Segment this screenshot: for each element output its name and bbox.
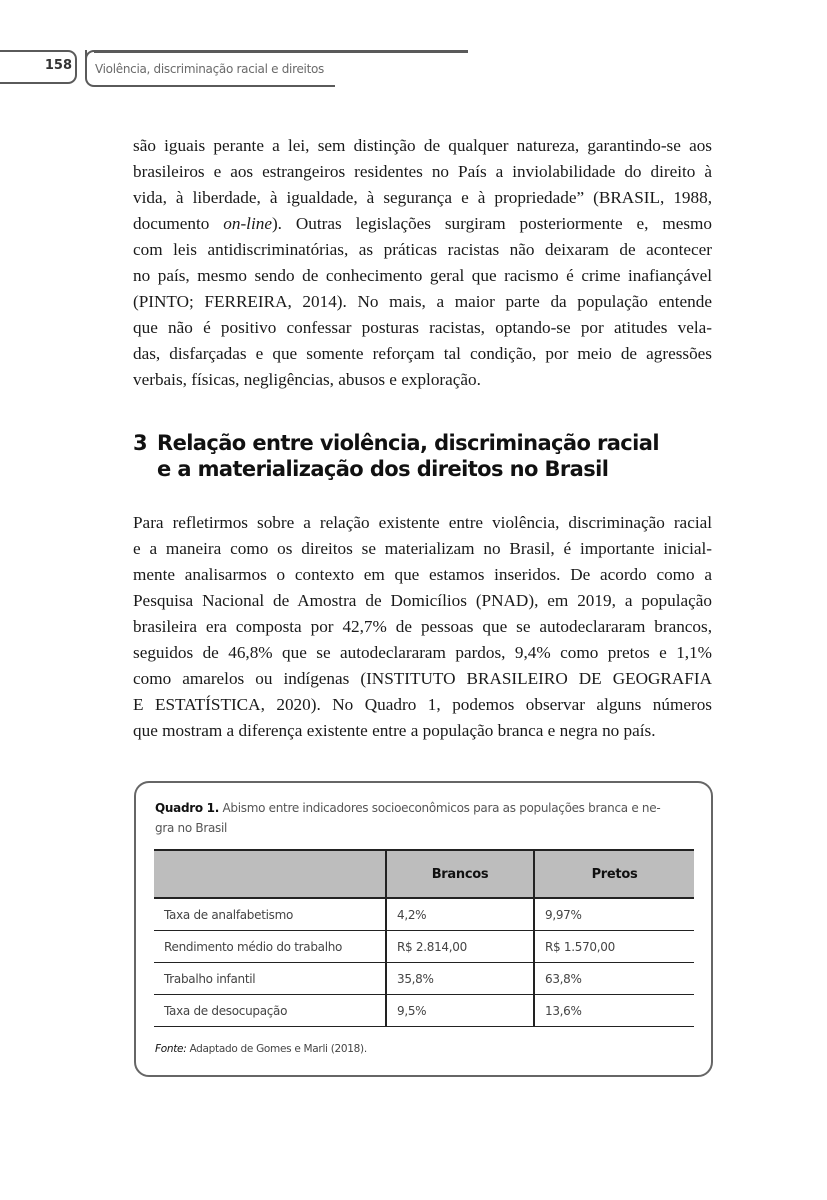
table-row (154, 931, 694, 963)
text-line: Para refletirmos sobre a relação existente entre violência, discriminação racial (133, 513, 712, 532)
text-line: brasileiros e aos estrangeiros residentes no País a inviolabilidade do direito à (133, 162, 712, 181)
text-line: com leis antidiscriminatórias, as práticas racistas não deixaram de acontecer (133, 240, 712, 259)
column-header-pretos: Pretos (534, 850, 694, 898)
table-header-row (154, 850, 694, 898)
page-number: 158 (44, 58, 72, 73)
indicator-cell: Rendimento médio do trabalho (154, 931, 386, 963)
text-line: e a maneira como os direitos se materializam no Brasil, é importante inicial- (133, 539, 712, 558)
section-title-line-1: Relação entre violência, discriminação racial (157, 431, 659, 455)
quadro-caption (155, 798, 697, 838)
pretos-cell: 9,97% (534, 898, 694, 931)
text-line: verbais, físicas, negligências, abusos e exploração. (133, 370, 481, 389)
text-line: que não é positivo confessar posturas racistas, optando-se por atitudes vela- (133, 318, 712, 337)
italic-term: on-line (223, 214, 272, 233)
text-line: são iguais perante a lei, sem distinção de qualquer natureza, garantindo-se aos (133, 136, 712, 155)
text-line: vida, à liberdade, à igualdade, à segurança e à propriedade” (BRASIL, 1988, (133, 188, 712, 207)
source-text: Adaptado de Gomes e Marli (2018). (186, 1043, 367, 1055)
pretos-cell: 13,6% (534, 995, 694, 1027)
text-fragment: documento (133, 214, 224, 233)
quadro-box (134, 781, 713, 1077)
section-heading (133, 430, 723, 482)
pretos-cell: 63,8% (534, 963, 694, 995)
text-line: (PINTO; FERREIRA, 2014). No mais, a maior parte da população entende (133, 292, 712, 311)
indicator-cell: Taxa de analfabetismo (154, 898, 386, 931)
brancos-cell: 9,5% (386, 995, 534, 1027)
table-row (154, 898, 694, 931)
indicator-cell: Taxa de desocupação (154, 995, 386, 1027)
pretos-cell: R$ 1.570,00 (534, 931, 694, 963)
section-title-line-2: e a materialização dos direitos no Brasil (157, 457, 609, 481)
text-line: como amarelos ou indígenas (INSTITUTO BRASILEIRO DE GEOGRAFIA (133, 669, 712, 688)
text-line: no país, mesmo sendo de conhecimento geral que racismo é crime inafiançável (133, 266, 712, 285)
text-fragment: ). Outras legislações surgiram posteriormente e, mesmo (271, 214, 712, 233)
column-header-indicator (154, 850, 386, 898)
text-line: Pesquisa Nacional de Amostra de Domicílios (PNAD), em 2019, a população (133, 591, 712, 610)
indicator-cell: Trabalho infantil (154, 963, 386, 995)
paragraph-1 (133, 133, 712, 393)
brancos-cell: 35,8% (386, 963, 534, 995)
text-line: mente analisarmos o contexto em que estamos inseridos. De acordo como a (133, 565, 712, 584)
text-line: seguidos de 46,8% que se autodeclararam pardos, 9,4% como pretos e 1,1% (133, 643, 712, 662)
table-row (154, 963, 694, 995)
text-line: brasileira era composta por 42,7% de pessoas que se autodeclararam brancos, (133, 617, 712, 636)
quadro-source (155, 1043, 367, 1055)
text-line: E ESTATÍSTICA, 2020). No Quadro 1, podemos observar alguns números (133, 695, 712, 714)
brancos-cell: 4,2% (386, 898, 534, 931)
text-line (133, 211, 712, 237)
column-header-brancos: Brancos (386, 850, 534, 898)
paragraph-2 (133, 510, 712, 744)
text-line: que mostram a diferença existente entre a população branca e negra no país. (133, 721, 656, 740)
indicators-table (154, 849, 694, 1027)
table-row (154, 995, 694, 1027)
running-title: Violência, discriminação racial e direitos (95, 62, 324, 76)
source-label: Fonte: (155, 1043, 187, 1055)
brancos-cell: R$ 2.814,00 (386, 931, 534, 963)
quadro-caption-line-1: Abismo entre indicadores socioeconômicos para as populações branca e ne- (218, 801, 661, 815)
quadro-label: Quadro 1. (155, 801, 219, 815)
quadro-caption-line-2: gra no Brasil (155, 821, 228, 835)
section-number: 3 (133, 431, 148, 455)
text-line: das, disfarçadas e que somente reforçam tal condição, por meio de agressões (133, 344, 712, 363)
